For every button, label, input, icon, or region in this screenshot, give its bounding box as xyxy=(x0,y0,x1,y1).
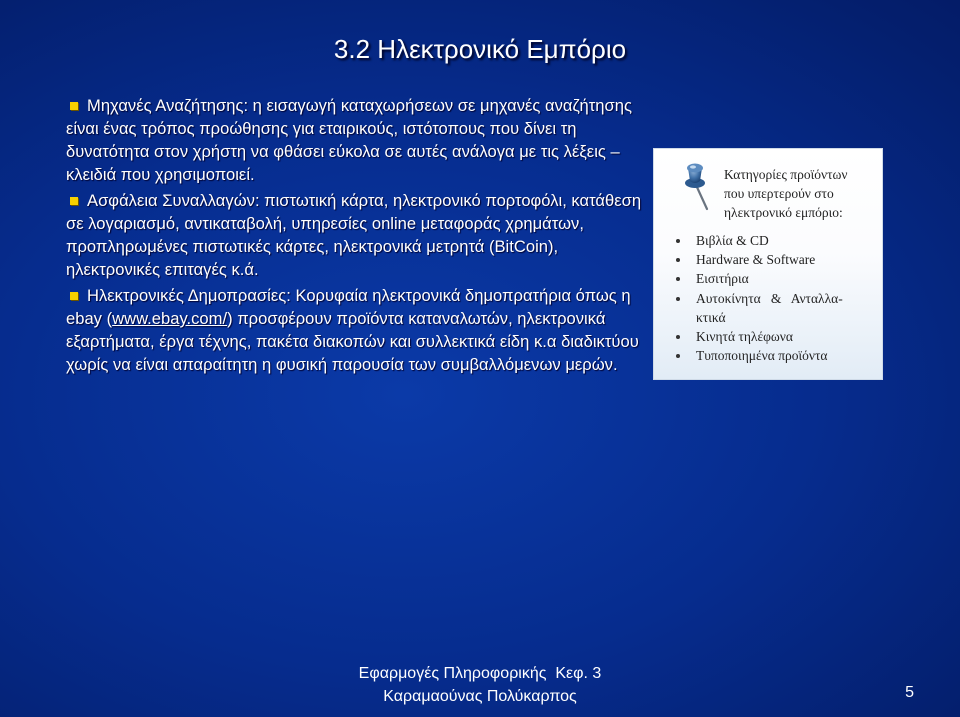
page-number: 5 xyxy=(905,684,914,701)
product-categories-image xyxy=(653,148,883,380)
bullet-text-before: Ηλεκτρονικές Δημοπρασίες: Κορυφαία ηλεκτρονικά δημοπρατήρια όπως η ebay ( xyxy=(66,286,631,328)
list-item-text: Αυτοκίνητα & Ανταλλα- xyxy=(696,290,843,306)
list-item xyxy=(668,250,873,269)
list-item xyxy=(668,289,873,327)
square-bullet-icon xyxy=(70,197,78,205)
list-item xyxy=(668,327,873,346)
image-heading xyxy=(724,165,874,222)
list-item xyxy=(668,346,873,365)
category-list xyxy=(668,231,873,365)
bullet-dot-icon xyxy=(676,239,680,243)
pushpin-icon xyxy=(676,159,716,211)
list-item-text: Βιβλία & CD xyxy=(696,233,769,248)
image-heading-line: ηλεκτρονικό εμπόριο: xyxy=(724,205,843,220)
bullet-dot-icon xyxy=(676,277,680,281)
bullet-dot-icon xyxy=(676,335,680,339)
footer-author: Καραμαούνας Πολύκαρπος xyxy=(383,688,577,705)
square-bullet-icon xyxy=(70,102,78,110)
footer xyxy=(300,662,660,708)
list-item xyxy=(668,231,873,250)
footer-course: Εφαρμογές Πληροφορικής Κεφ. 3 xyxy=(358,665,602,682)
list-item-text: Τυποποιημένα προϊόντα xyxy=(696,348,828,364)
list-item-text: Εισιτήρια xyxy=(696,271,749,287)
bullet-text-after: ) προσφέρουν προϊόντα καταναλωτών, ηλεκτρονικά εξαρτήματα, έργα τέχνης, πακέτα διακοπών και συλλεκτικά είδη κ.α διαδικτύου χωρίς να είναι απαραίτητη η φυσική παρουσία των συμβαλλόμενων μερών. xyxy=(66,309,639,374)
slide-title: 3.2 Ηλεκτρονικό Εμπόριο xyxy=(333,34,627,64)
list-item-text-continued: κτικά xyxy=(696,309,726,325)
bullet-online-auctions xyxy=(66,284,646,376)
image-heading-line: Κατηγορίες προϊόντων xyxy=(724,167,848,182)
list-item-text: Κινητά τηλέφωνα xyxy=(696,329,793,345)
list-item-text: Hardware & Software xyxy=(696,252,816,268)
bullet-dot-icon xyxy=(676,354,680,358)
bullet-list xyxy=(66,94,646,376)
image-heading-line: που υπερτερούν στο xyxy=(724,186,834,201)
bullet-search-engines xyxy=(66,94,646,186)
ebay-link[interactable]: www.ebay.com/ xyxy=(112,309,228,328)
bullet-dot-icon xyxy=(676,297,680,301)
bullet-text: Μηχανές Αναζήτησης: η εισαγωγή καταχωρήσεων σε μηχανές αναζήτησης είναι ένας τρόπος προώθησης για εταιρικούς, ιστότοπους που δίνει τη δυνατότητα στον χρήστη να φθάσει εύκολα σε αυτές ανάλογα με τις λέξεις – κλειδιά που χρησιμοποιεί. xyxy=(66,96,632,184)
list-item xyxy=(668,269,873,288)
bullet-text: Ασφάλεια Συναλλαγών: πιστωτική κάρτα, ηλεκτρονικό πορτοφόλι, κατάθεση σε λογαριασμό, αντικαταβολή, υπηρεσίες online μεταφοράς χρημάτων, προπληρωμένες πιστωτικές κάρτες, ηλεκτρονικά μετρητά (BitCoin), ηλεκτρονικές επιταγές κ.ά. xyxy=(66,191,642,279)
square-bullet-icon xyxy=(70,292,78,300)
bullet-dot-icon xyxy=(676,258,680,262)
bullet-transaction-security xyxy=(66,189,646,281)
